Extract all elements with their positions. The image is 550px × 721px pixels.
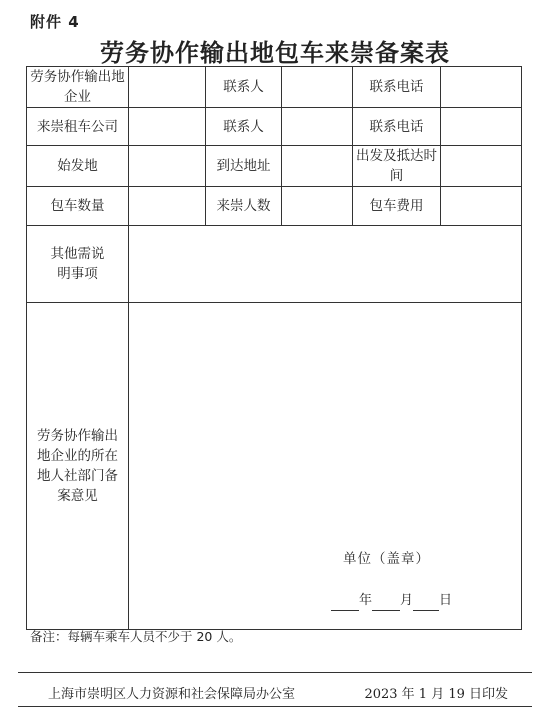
label-rental-company: 来崇租车公司 (27, 108, 129, 146)
field-enterprise-contact[interactable] (282, 67, 353, 108)
label-hr-opinion: 劳务协作输出地企业的所在地人社部门备案意见 (27, 303, 129, 630)
label-labor-enterprise: 劳务协作输出地企业 (27, 67, 129, 108)
field-hr-opinion[interactable] (129, 303, 522, 630)
label-depart-arrive-time: 出发及抵达时间 (353, 146, 441, 187)
year-blank[interactable] (331, 596, 359, 611)
label-other-notes: 其他需说明事项 (27, 226, 129, 303)
issue-date: 2023 年 1 月 19 日印发 (364, 687, 508, 702)
month-label: 月 (400, 593, 414, 608)
field-charter-fee[interactable] (441, 187, 522, 226)
form-row-route (27, 146, 522, 187)
footer (48, 683, 508, 702)
label-charter-fee: 包车费用 (353, 187, 441, 226)
label-contact: 联系人 (206, 108, 282, 146)
label-phone: 联系电话 (353, 67, 441, 108)
footer-bottom-rule (18, 706, 532, 707)
label-destination: 到达地址 (206, 146, 282, 187)
form-row-vehicles (27, 187, 522, 226)
field-destination[interactable] (282, 146, 353, 187)
label-contact: 联系人 (206, 67, 282, 108)
day-blank[interactable] (413, 596, 439, 611)
form-title: 劳务协作输出地包车来崇备案表 (100, 38, 450, 67)
day-label: 日 (439, 593, 453, 608)
remark-note: 备注：每辆车乘车人员不少于 20 人。 (30, 629, 242, 644)
filing-form-table (26, 66, 522, 630)
form-row-opinion (27, 303, 522, 630)
field-enterprise-phone[interactable] (441, 67, 522, 108)
field-vehicle-count[interactable] (129, 187, 206, 226)
issuer-name: 上海市崇明区人力资源和社会保障局办公室 (48, 687, 296, 702)
unit-seal-label: 单位（盖章） (343, 551, 430, 567)
label-vehicle-count: 包车数量 (27, 187, 129, 226)
date-line (331, 591, 452, 611)
month-blank[interactable] (372, 596, 400, 611)
year-label: 年 (359, 593, 373, 608)
field-passenger-count[interactable] (282, 187, 353, 226)
form-row-rental (27, 108, 522, 146)
label-passenger-count: 来崇人数 (206, 187, 282, 226)
field-departure[interactable] (129, 146, 206, 187)
attachment-label: 附件 4 (30, 13, 80, 31)
field-labor-enterprise[interactable] (129, 67, 206, 108)
field-other-notes[interactable] (129, 226, 522, 303)
label-phone: 联系电话 (353, 108, 441, 146)
label-departure: 始发地 (27, 146, 129, 187)
field-depart-arrive-time[interactable] (441, 146, 522, 187)
footer-top-rule (18, 672, 532, 673)
field-rental-contact[interactable] (282, 108, 353, 146)
form-row-other (27, 226, 522, 303)
field-rental-phone[interactable] (441, 108, 522, 146)
form-row-enterprise (27, 67, 522, 108)
field-rental-company[interactable] (129, 108, 206, 146)
